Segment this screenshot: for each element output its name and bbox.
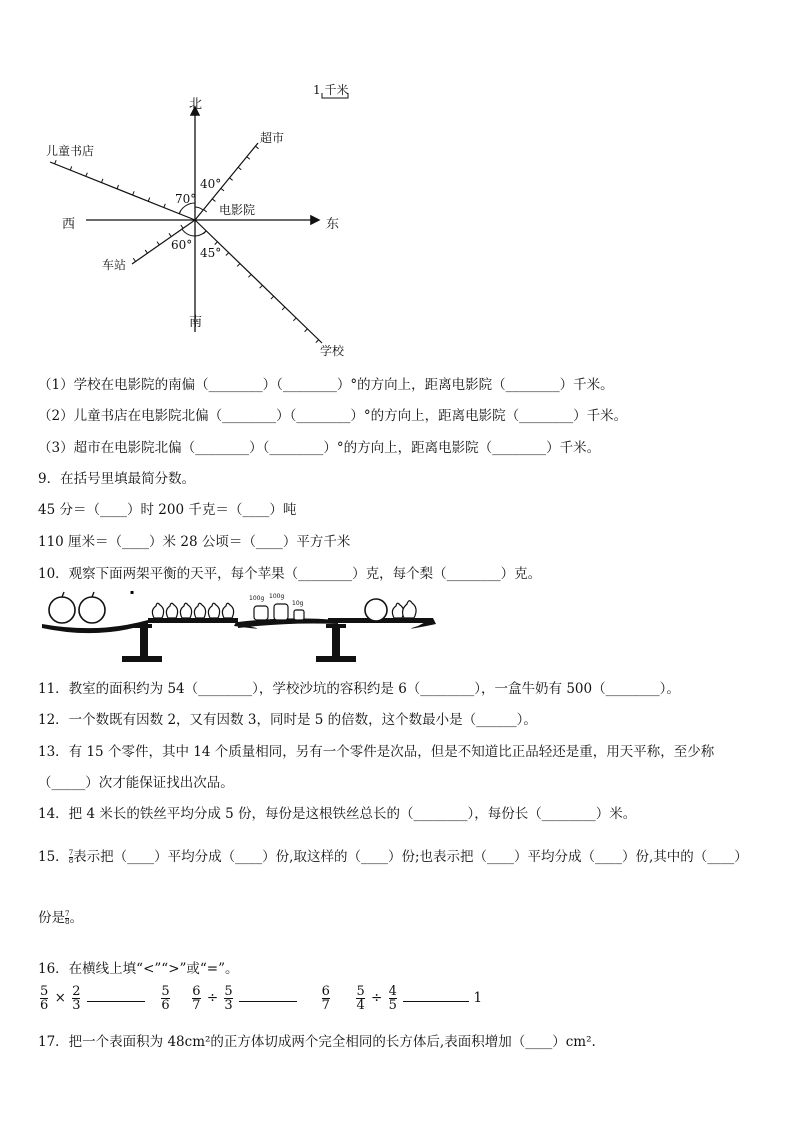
center-label: 电影院: [219, 203, 256, 217]
compare-blank-2[interactable]: [239, 989, 297, 1002]
ray-tick: [117, 185, 118, 189]
angle-70-label: 70°: [175, 192, 197, 206]
pear-icon: [403, 601, 417, 618]
q17: 17．把一个表面积为 48cm²的正方体切成两个完全相同的长方体后,表面积增加（____）cm².: [38, 1034, 596, 1050]
svg-text:▪: ▪: [130, 589, 135, 596]
ray-tick: [70, 166, 71, 170]
ray-tick: [101, 179, 102, 183]
pear-icon: [166, 603, 177, 618]
q12: 12．一个数既有因数 2，又有因数 3，同时是 5 的倍数，这个数最小是（______）。: [38, 712, 537, 728]
pear-icon: [208, 603, 219, 618]
ray-tick: [271, 296, 274, 299]
ray-tick: [221, 188, 224, 191]
balance-scale-2: [238, 599, 436, 662]
q13-line-2: （_____）次才能保证找出次品。: [38, 775, 234, 791]
angle-60-label: 60°: [171, 238, 193, 252]
arc-60: [182, 229, 195, 236]
south-label: 南: [189, 315, 203, 330]
school-label: 学校: [320, 344, 345, 358]
ray-tick: [260, 285, 263, 288]
q9-title: 9．在括号里填最简分数。: [38, 471, 196, 487]
q10-title: 10．观察下面两架平衡的天平，每个苹果（________）克，每个梨（________）克。: [38, 566, 542, 582]
ray-tick: [248, 274, 251, 277]
q9-row-2: 110 厘米＝（____）米 28 公顷＝（____）平方千米: [38, 534, 351, 550]
weight-icon: [274, 604, 288, 620]
scale-label: 1 千米: [313, 83, 349, 97]
bookstore-label: 儿童书店: [46, 144, 95, 158]
ray-tick: [230, 178, 233, 181]
ray-tick: [282, 307, 285, 310]
q15-line-1: [38, 845, 748, 865]
north-label: 北: [189, 97, 203, 112]
ray-tick: [255, 146, 258, 149]
q14: 14．把 4 米长的铁丝平均分成 5 份，每份是这根铁丝总长的（________），每份长（________）米。: [38, 806, 637, 822]
q9-row-1: 45 分＝（____）时 200 千克＝（____）吨: [38, 502, 297, 518]
pear-icon: [222, 603, 233, 618]
ray-tick: [226, 253, 229, 256]
compare-blank-3[interactable]: [403, 989, 469, 1002]
balance-scales-image: [38, 588, 438, 666]
station-label: 车站: [102, 258, 127, 272]
ray-bookstore: [50, 162, 195, 220]
ray-tick: [157, 242, 159, 245]
west-label: 西: [62, 217, 76, 232]
ray-tick: [212, 199, 215, 202]
ray-tick: [86, 173, 87, 177]
fraction-7-8: $\frac{7}{8}$: [65, 910, 70, 926]
q8-item-1: （1）学校在电影院的南偏（________）（________）°的方向上，距离电影院（________）千米。: [38, 377, 614, 393]
q15-line-2: 份是 $\frac{7}{8}$ 。: [38, 910, 83, 926]
weight-icon: [254, 606, 268, 620]
ray-tick: [215, 242, 218, 245]
supermarket-label: 超市: [260, 131, 285, 145]
pear-icon: [392, 603, 403, 618]
ray-school: [195, 220, 322, 343]
ray-tick: [305, 329, 308, 332]
ray-tick: [238, 167, 241, 170]
q15-number: 15．: [38, 849, 69, 865]
weight-label-3: 10g: [292, 600, 304, 607]
east-label: 东: [326, 217, 340, 232]
ray-tick: [293, 318, 296, 321]
arc-40: [195, 207, 203, 210]
ray-tick: [247, 157, 250, 160]
q8-item-3: （3）超市在电影院北偏（________）（________）°的方向上，距离电影院（________）千米。: [38, 440, 601, 456]
q16-title: 16．在横线上填“<”“>”或“=”。: [38, 961, 239, 977]
fraction-7-8: $\frac{7}{8}$: [68, 849, 74, 865]
balance-scale-1: [42, 589, 257, 662]
ray-tick: [133, 258, 135, 261]
ray-tick: [55, 160, 56, 164]
q11: 11．教室的面积约为 54（________），学校沙坑的容积约是 6（________），一盒牛奶有 500（________）。: [38, 681, 680, 697]
compare-blank-1[interactable]: [87, 989, 145, 1002]
pear-icon: [152, 603, 163, 618]
weight-icon: [294, 610, 304, 620]
angle-45-label: 45°: [200, 246, 222, 260]
pear-icon: [194, 603, 205, 618]
ray-tick: [204, 209, 207, 212]
weight-label-1: 100g: [249, 595, 265, 602]
q15-text: 表示把（____）平均分成（____）份,取这样的（____）份;也表示把（____）平均分成（____）份,其中的（____）: [73, 849, 748, 865]
apple-icon: [365, 599, 387, 621]
ray-tick: [133, 191, 134, 195]
direction-map: [0, 0, 794, 370]
pear-icon: [180, 603, 191, 618]
ray-tick: [148, 198, 149, 202]
ray-tick: [164, 204, 165, 208]
ray-tick: [169, 233, 171, 236]
angle-40-label: 40°: [200, 177, 222, 191]
ray-tick: [181, 225, 183, 228]
q16-expressions: $\frac{5}{6}$ × $\frac{2}{3}$ $\frac{5}{6}$ $\frac{6}{7}$ ÷ $\frac{5}{3}$ $\frac{6}{7}$ $\frac{5}{4}$ ÷ $\frac{4}{5}$ 1: [40, 984, 483, 1013]
apple-icon: [79, 597, 105, 623]
q8-item-2: （2）儿童书店在电影院北偏（________）（________）°的方向上，距离电影院（________）千米。: [38, 408, 628, 424]
ray-tick: [237, 264, 240, 267]
ray-tick: [316, 340, 319, 343]
q13-line-1: 13．有 15 个零件，其中 14 个质量相同，另有一个零件是次品，但是不知道比正品轻还是重，用天平称，至少称: [38, 744, 715, 760]
weight-label-2: 100g: [269, 593, 285, 600]
ray-tick: [145, 250, 147, 253]
apple-icon: [49, 597, 75, 623]
